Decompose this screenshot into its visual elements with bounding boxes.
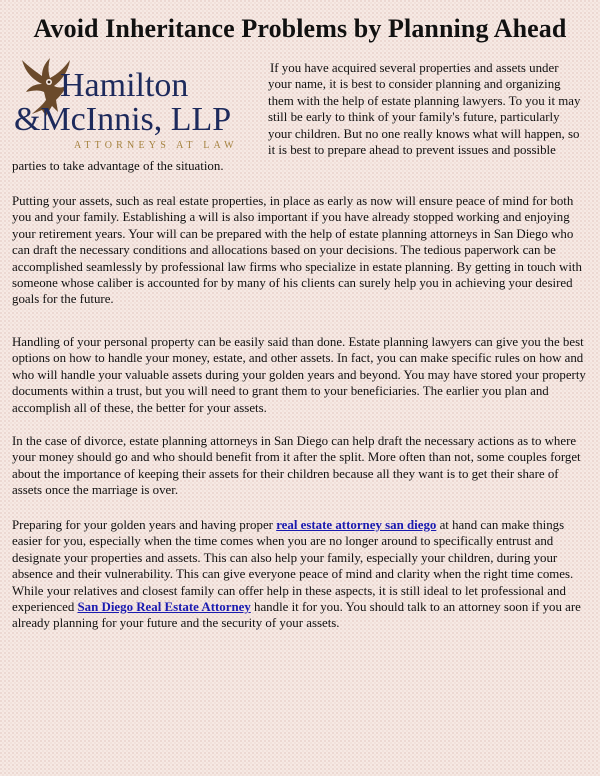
link-real-estate-attorney-san-diego[interactable]: real estate attorney san diego: [276, 518, 437, 532]
paragraph-4: In the case of divorce, estate planning attorneys in San Diego can help draft the necessary actions as to where your money should go and who should benefit from it after the split. More often than not, some couples forget about the importance of keeping their assets for their children because all they want is to get their share of assets once the marriage is over.: [12, 434, 581, 498]
paragraph-3: Handling of your personal property can be easily said than done. Estate planning lawyers can give you the best options on how to handle your money, estate, and other assets. In fact, you can make specific rules on how and who will handle your valuable assets during your golden years and beyond. You may have stored your property documents within a trust, but you will need to grant them to your beneficiaries. The earlier you plan and accomplish all of these, the better for your assets.: [12, 335, 586, 415]
paragraph-5-text-c: handle it for you. You should talk to an attorney soon if you are already planning for your future and the security of your assets.: [12, 600, 581, 631]
firm-logo: [12, 54, 268, 154]
paragraph-2: Putting your assets, such as real estate properties, in place as early as now will ensure peace of mind for both you and your family. Establishing a will is also important if you have already stopped working and enjoying your retirement years. Your will can be prepared with the help of estate planning attorneys in San Diego who can draft the necessary conditions and allocations based on your decisions. The tedious paperwork can be accomplished seamlessly by professional law firms who specialize in estate planning. By getting in touch with someone whose caliber is accounted for by many of his clients can surely help you in achieving your desired goals for the future.: [12, 194, 582, 307]
logo-line2: &McInnis, LLP: [14, 101, 232, 138]
link-san-diego-real-estate-attorney[interactable]: San Diego Real Estate Attorney: [77, 600, 251, 615]
logo-tagline: ATTORNEYS AT LAW: [74, 140, 238, 151]
paragraph-intro-text: If you have acquired several properties and assets under your name, it is best to consider planning and organizing them with the help of estate planning lawyers. To you it may still be early to think of your family's future, particularly your children. But no one really knows what will happen, so it is best to prepare ahead to prevent issues and possible parties to take advantage of the situation.: [12, 61, 581, 174]
page-title: Avoid Inheritance Problems by Planning Ahead: [33, 14, 567, 43]
paragraph-5: [12, 517, 586, 632]
logo-line1: Hamilton: [60, 67, 189, 104]
paragraph-5-text-a: Preparing for your golden years and having proper: [12, 518, 277, 532]
paragraph-5-text-b: at hand can make things easier for you, especially when the time comes when you are no longer around to specifically entrust and designate your properties and assets. This can also help your family, especially your children, during your absence and their vulnerability. This can give everyone peace of mind and clarity when the right time comes. While your relatives and closest family can offer help in these aspects, it is still ideal to let professional and experienced: [12, 518, 574, 615]
